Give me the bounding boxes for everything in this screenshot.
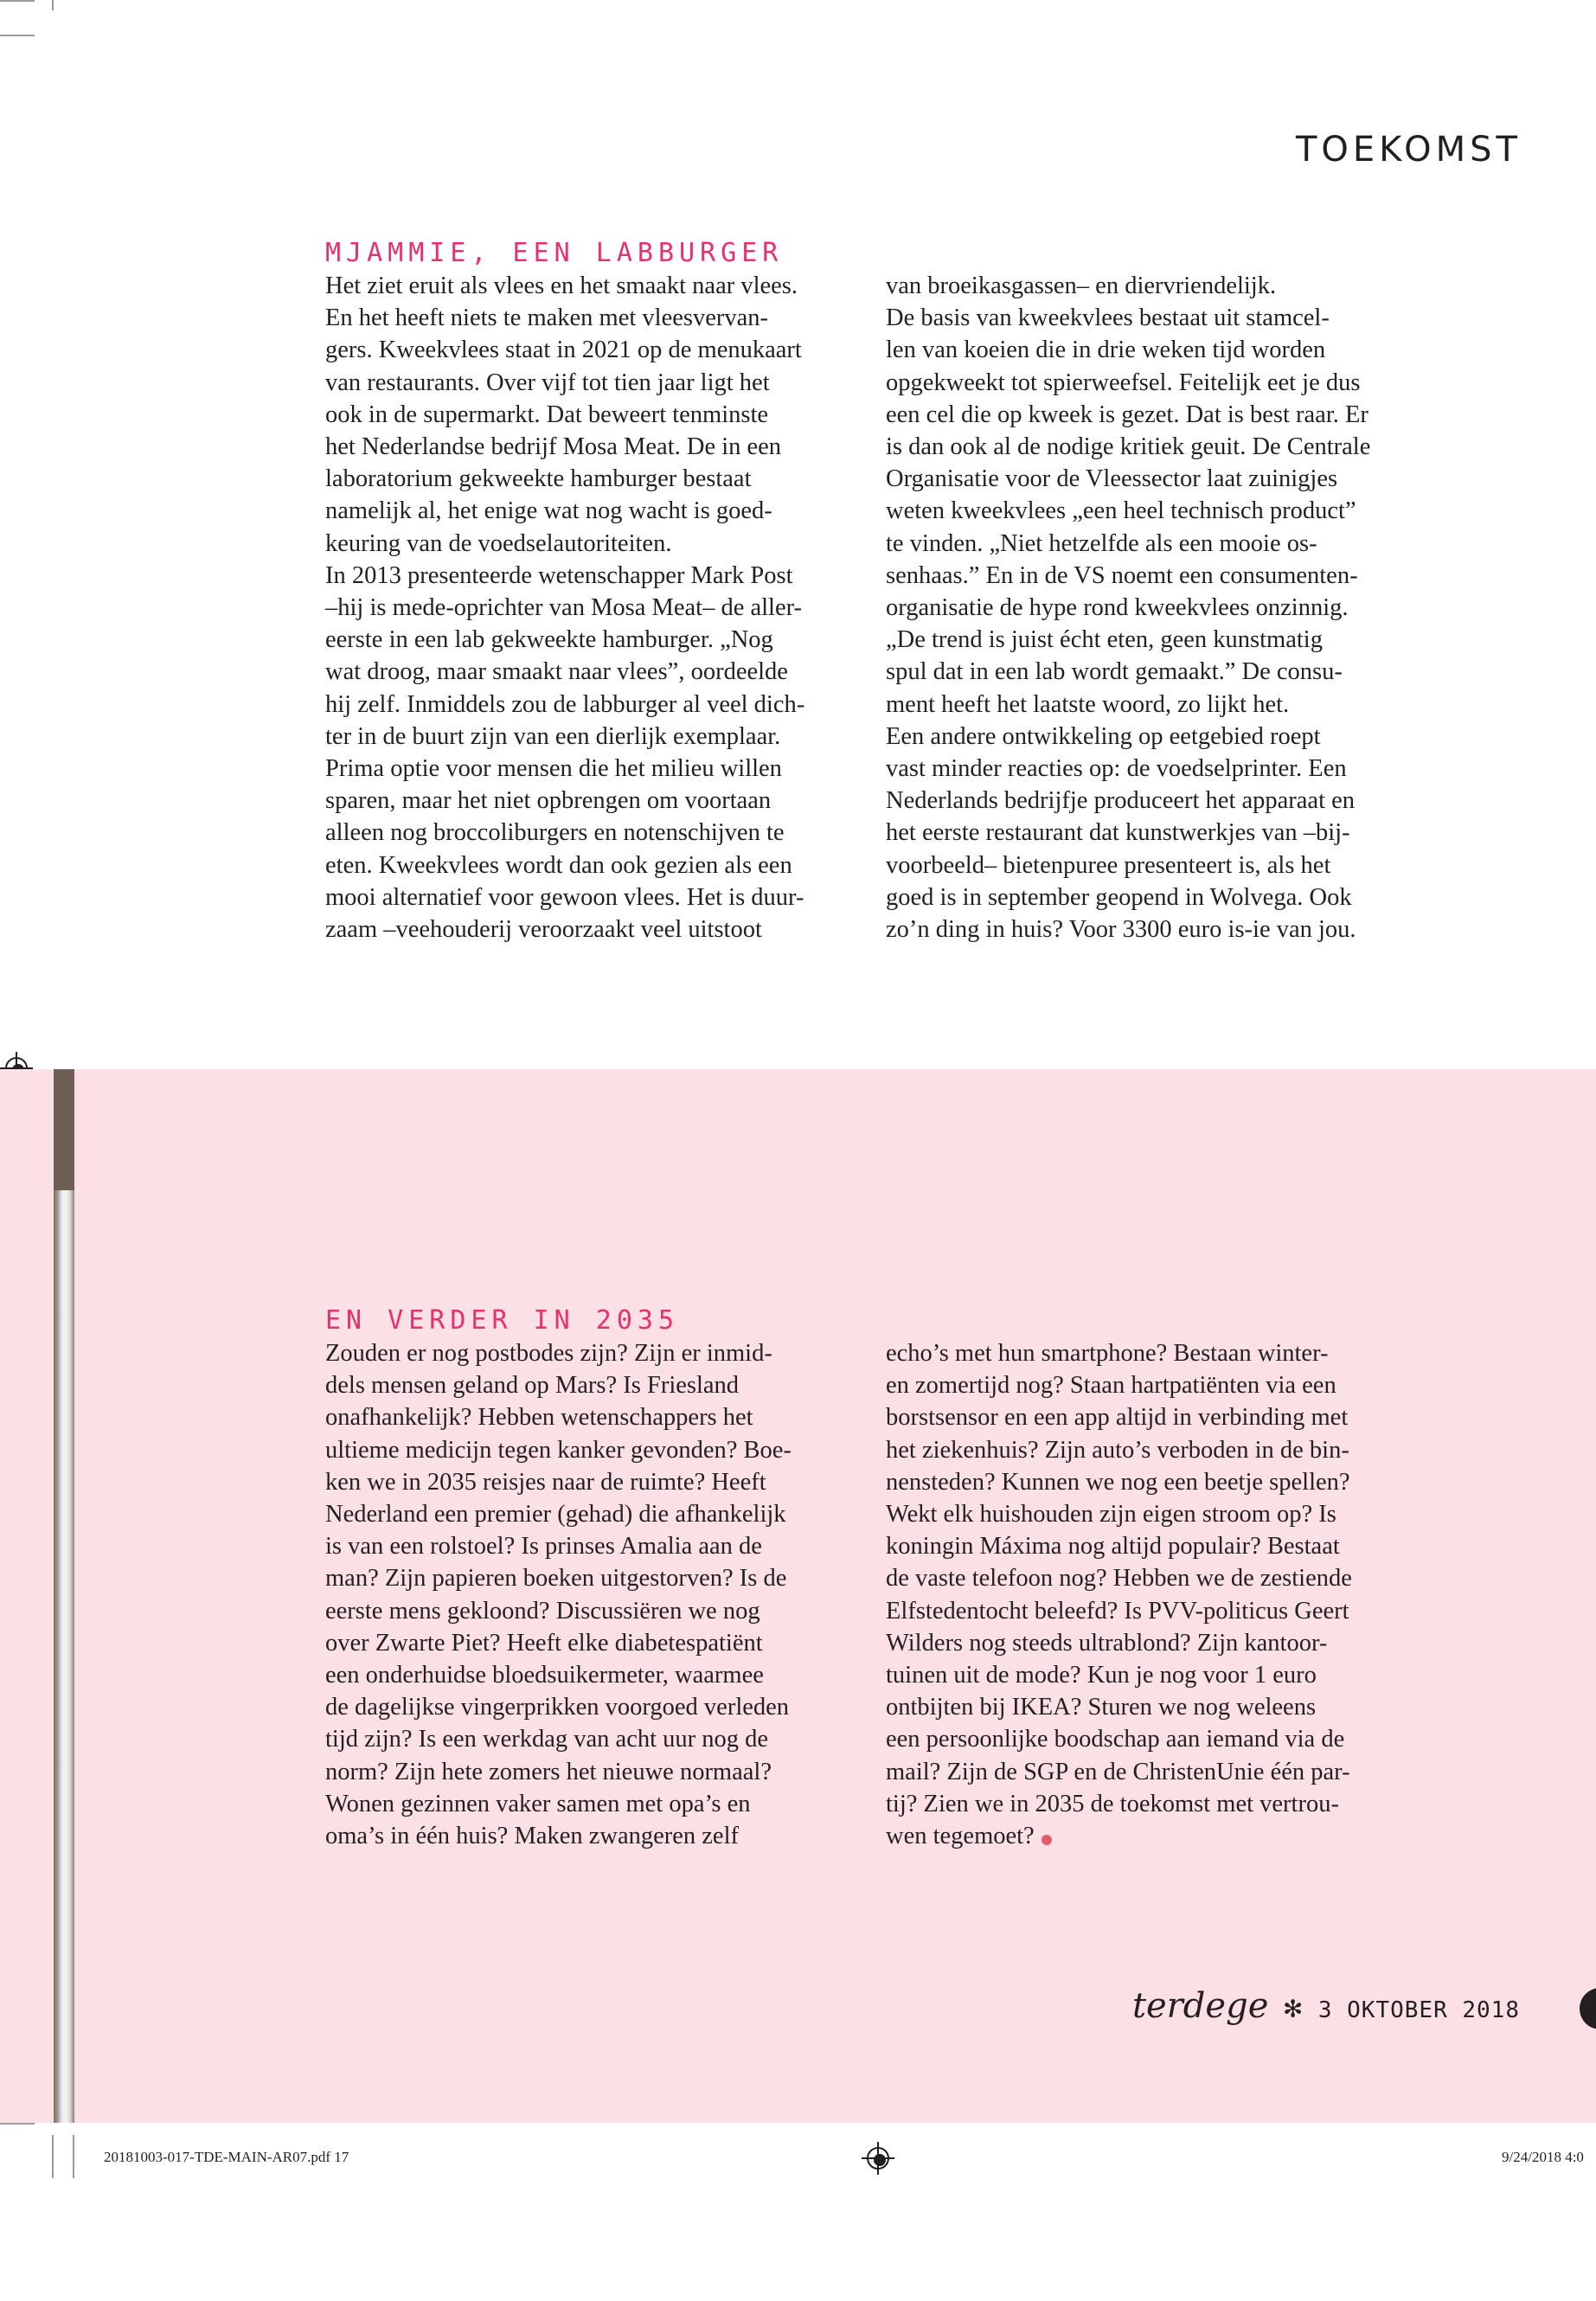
article-title: MJAMMIE, EEN LABBURGER	[325, 238, 784, 268]
crop-mark	[52, 2135, 54, 2178]
crop-mark	[0, 2123, 35, 2125]
issue-date: 3 OKTOBER 2018	[1317, 1997, 1520, 2023]
page-footer	[1132, 1986, 1520, 2026]
photo-edge-strip	[54, 1069, 74, 2123]
article-2035-col1: Zouden er nog postbodes zijn? Zijn er inmid- dels mensen geland op Mars? Is Friesland onafhankelijk? Hebben wetenschappers het ultieme medicijn tegen kanker gevonden? Boe- ken we in 2035 reisjes naar de ruimte? Heeft Nederland een premier (gehad) die afhankelijk is van een rolstoel? Is prinses Amalia aan de man? Zijn papieren boeken uitgestorven? Is de eerste mens gekloond? Discussiëren we nog over Zwarte Piet? Heeft elke diabetespatiënt een onderhuidse bloedsuikermeter, waarmee de dagelijkse vingerprikken voorgoed verleden tijd zijn? Is een werkdag van acht uur nog de norm? Zijn hete zomers het nieuwe normaal? Wonen gezinnen vaker samen met opa’s en oma’s in één huis? Maken zwangeren zelf	[325, 1340, 792, 1850]
crop-mark	[52, 0, 54, 10]
end-mark-icon	[1042, 1835, 1052, 1845]
magazine-brand: terdege	[1131, 1986, 1269, 2026]
crop-mark	[0, 0, 35, 2]
article-2035	[325, 1306, 1536, 1337]
slug-filename: 20181003-017-TDE-MAIN-AR07.pdf 17	[104, 2149, 349, 2165]
registration-target-icon	[867, 2147, 889, 2170]
section-label: TOEKOMST	[1295, 130, 1522, 170]
article-labburger	[325, 239, 1536, 270]
article-title: EN VERDER IN 2035	[325, 1305, 680, 1336]
separator-asterisk: ✻	[1284, 1990, 1303, 2025]
article-2035-col2-wrap	[886, 1337, 1439, 1852]
slug-date: 9/24/2018 4:0	[1502, 2149, 1584, 2165]
crop-mark	[0, 35, 35, 36]
photo-edge-strip-top	[54, 1069, 74, 1190]
crop-mark	[73, 2135, 74, 2178]
article-labburger-col1: Het ziet eruit als vlees en het smaakt naar vlees. En het heeft niets te maken met vleesvervan- gers. Kweekvlees staat in 2021 op de menukaart van restaurants. Over vijf tot tien jaar ligt het ook in de supermarkt. Dat beweert tenminste het Nederlandse bedrijf Mosa Meat. De in een laboratorium gekweekte hamburger bestaat namelijk al, het enige wat nog wacht is goed- keuring van de voedselautoriteiten. In 2013 presenteerde wetenschapper Mark Post –hij is mede-oprichter van Mosa Meat– de aller- eerste in een lab gekweekte hamburger. „Nog wat droog, maar smaakt naar vlees”, oordeelde hij zelf. Inmiddels zou de labburger al veel dich- ter in de buurt zijn van een dierlijk exemplaar. Prima optie voor mensen die het milieu willen sparen, maar het niet opbrengen om voortaan alleen nog broccoliburgers en notenschijven te eten. Kweekvlees wordt dan ook gezien als een mooi alternatief voor gewoon vlees. Het is duur- zaam –veehouderij veroorzaakt veel uitstoot	[325, 272, 805, 944]
registration-mark-bottom	[865, 2145, 891, 2171]
article-labburger-col2: van broeikasgassen– en diervriendelijk. De basis van kweekvlees bestaat uit stamcel- len van koeien die in drie weken tijd worden opgekweekt tot spierweefsel. Feitelijk eet je dus een cel die op kweek is gezet. Dat is best raar. Er is dan ook al de nodige kritiek geuit. De Centrale Organisatie voor de Vleessector laat zuinigjes weten kweekvlees „een heel technisch product” te vinden. „Niet hetzelfde als een mooie os- senhaas.” En in de VS noemt een consumenten- organisatie de hype rond kweekvlees onzinnig. „De trend is juist écht eten, geen kunstmatig spul dat in een lab wordt gemaakt.” De consu- ment heeft het laatste woord, zo lijkt het. Een andere ontwikkeling op eetgebied roept vast minder reacties op: de voedselprinter. Een Nederlands bedrijfje produceert het apparaat en het eerste restaurant dat kunstwerkjes van –bij- voorbeeld– bietenpuree presenteert is, als het goed is in september geopend in Wolvega. Ook zo’n ding in huis? Voor 3300 euro is-ie van jou.	[886, 272, 1371, 944]
article-2035-col2: echo’s met hun smartphone? Bestaan winter- en zomertijd nog? Staan hartpatiënten via een borstsensor en een app altijd in verbinding met het ziekenhuis? Zijn auto’s verboden in de bin- nensteden? Kunnen we nog een beetje spellen? Wekt elk huishouden zijn eigen stroom op? Is koningin Máxima nog altijd populair? Bestaat de vaste telefoon nog? Hebben we de zestiende Elfstedentocht beleefd? Is PVV-politicus Geert Wilders nog steeds ultrablond? Zijn kantoor- tuinen uit de mode? Kun je nog voor 1 euro ontbijten bij IKEA? Sturen we nog weleens een persoonlijke boodschap aan iemand via de mail? Zijn de SGP en de ChristenUnie één par- tij? Zien we in 2035 de toekomst met vertrou- wen tegemoet?	[886, 1340, 1352, 1850]
